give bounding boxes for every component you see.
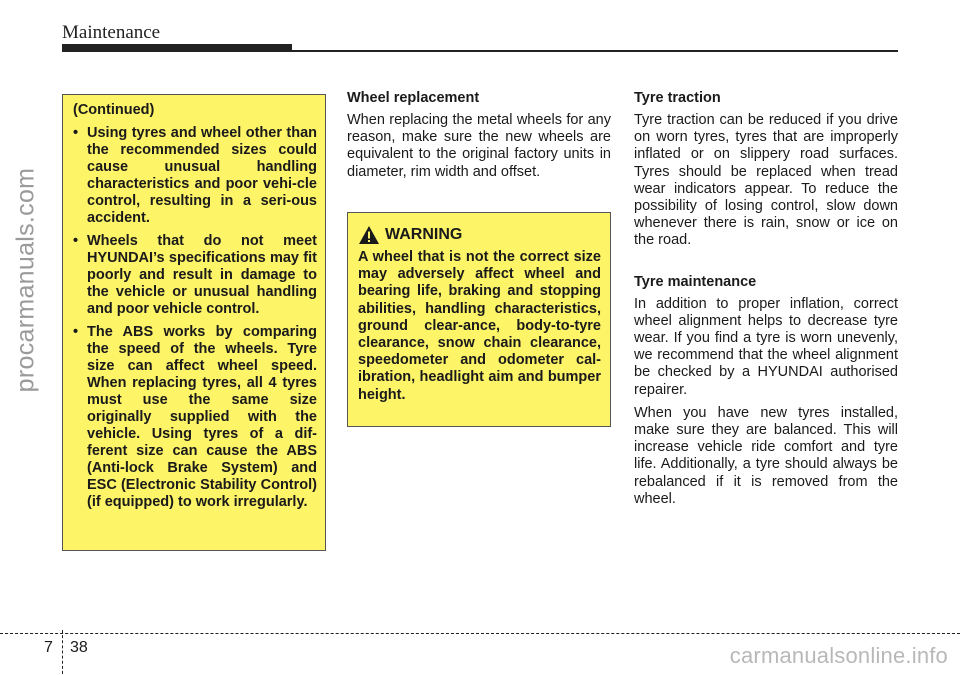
- warning-label: WARNING: [385, 226, 463, 243]
- bullet-item: [73, 125, 317, 227]
- bullet-item: [73, 233, 317, 318]
- warning-text: A wheel that is not the correct size may adversely affect wheel and bearing life, braking and stopping abilities, handling characteristics, ground clear-ance, body-to-tyre clearance, snow chain clearance, speedometer and odometer cal-ibration, headlight aim and bumper height.: [358, 249, 601, 403]
- tyre-maintenance-text-2: When you have new tyres installed, make sure they are balanced. This will increase vehicle ride comfort and tyre life. Additionally, a tyre should always be rebalanced if it is removed from the wheel.: [634, 404, 898, 507]
- wheel-replacement-text: When replacing the metal wheels for any reason, make sure the new wheels are equivalent to the original factory units in diameter, rim width and offset.: [347, 112, 611, 180]
- wheel-replacement-section: [347, 90, 611, 187]
- page-number: 38: [70, 639, 88, 656]
- bullet-text: Wheels that do not meet HYUNDAI’s specifications may fit poorly and result in damage to the vehicle or unusual handling and poor vehicle control.: [87, 233, 317, 317]
- tyre-maintenance-heading: Tyre maintenance: [634, 273, 757, 290]
- side-watermark-text: procarmanuals.com: [11, 167, 40, 393]
- continued-box-title: (Continued): [73, 102, 155, 118]
- bullet-text: The ABS works by comparing the speed of the wheels. Tyre size can affect wheel speed. When replacing tyres, all 4 tyres must use the same size originally supplied with the vehicle. Using tyres of a dif-ferent size can cause the ABS (Anti-lock Brake System) and ESC (Electronic Stability Control) (if equipped) to work irregularly.: [87, 324, 317, 510]
- bullet-dot-icon: •: [73, 233, 79, 249]
- warning-header: [358, 225, 601, 245]
- wheel-replacement-heading: Wheel replacement: [347, 90, 480, 106]
- bullet-item: [73, 324, 317, 511]
- page-header-title: Maintenance: [62, 22, 161, 43]
- header-rule: [62, 50, 898, 52]
- tyre-traction-text: Tyre traction can be reduced if you drive on worn tyres, tyres that are improperly inflated or on slippery road surfaces. Tyres should be replaced when tread wear indicators appear. To reduce the possibility of losing control, slow down whenever there is rain, snow or ice on the road.: [634, 112, 898, 249]
- footer-divider: [62, 630, 63, 674]
- tyre-maintenance-text-1: In addition to proper inflation, correct wheel alignment helps to decrease tyre wear. If you find a tyre is worn unevenly, we recommend that the wheel alignment be checked by a HYUNDAI authorised repairer.: [634, 295, 898, 398]
- bottom-watermark: carmanualsonline.info: [729, 643, 948, 668]
- warning-triangle-icon: [358, 225, 380, 245]
- bullet-dot-icon: •: [73, 125, 79, 141]
- continued-caution-box: [62, 94, 326, 551]
- section-gap: [634, 256, 898, 274]
- continued-bullet-list: [73, 125, 317, 511]
- warning-box: [347, 212, 611, 427]
- bullet-text: Using tyres and wheel other than the recommended sizes could cause unusual handling characteristics and poor vehi-cle control, resulting in a seri-ous accident.: [87, 125, 317, 226]
- tyre-traction-heading: Tyre traction: [634, 90, 721, 106]
- chapter-number: 7: [44, 639, 53, 656]
- tyre-sections: [634, 90, 898, 514]
- side-watermark: [6, 120, 46, 440]
- bullet-dot-icon: •: [73, 324, 79, 340]
- footer-rule: [0, 633, 960, 634]
